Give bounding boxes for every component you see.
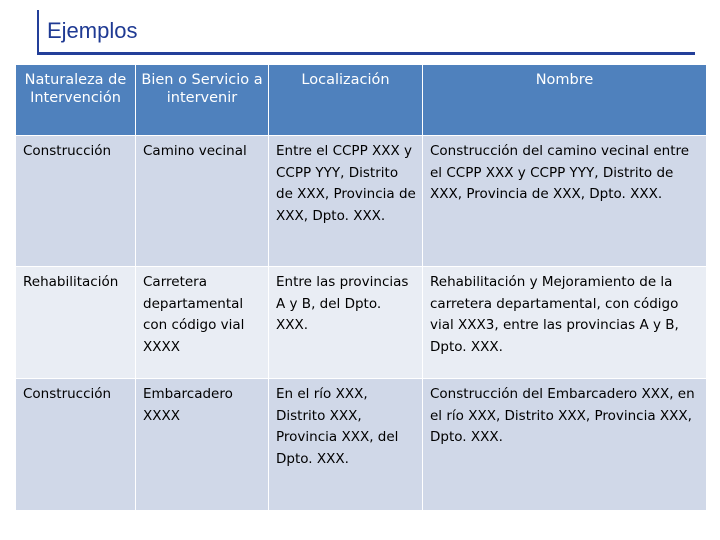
page-title: Ejemplos xyxy=(47,18,138,43)
cell-naturaleza: Construcción xyxy=(16,136,136,267)
cell-nombre: Construcción del camino vecinal entre el CCPP XXX y CCPP YYY, Distrito de XXX, Provincia de XXX, Dpto. XXX. xyxy=(423,136,707,267)
cell-localizacion: Entre el CCPP XXX y CCPP YYY, Distrito de XXX, Provincia de XXX, Dpto. XXX. xyxy=(269,136,423,267)
cell-bien-servicio: Embarcadero XXXX xyxy=(136,379,269,511)
table-row xyxy=(16,136,707,267)
cell-naturaleza: Rehabilitación xyxy=(16,267,136,379)
header-naturaleza: Naturaleza de Intervención xyxy=(16,65,136,136)
table-row xyxy=(16,379,707,511)
examples-table xyxy=(15,64,707,511)
table-header-row xyxy=(16,65,707,136)
header-bien-servicio: Bien o Servicio a intervenir xyxy=(136,65,269,136)
cell-naturaleza: Construcción xyxy=(16,379,136,511)
cell-localizacion: Entre las provincias A y B, del Dpto. XXX. xyxy=(269,267,423,379)
header-nombre: Nombre xyxy=(423,65,707,136)
table-row xyxy=(16,267,707,379)
cell-bien-servicio: Camino vecinal xyxy=(136,136,269,267)
header-localizacion: Localización xyxy=(269,65,423,136)
title-accent-line xyxy=(37,10,39,53)
cell-nombre: Rehabilitación y Mejoramiento de la carretera departamental, con código vial XXX3, entre las provincias A y B, Dpto. XXX. xyxy=(423,267,707,379)
cell-bien-servicio: Carretera departamental con código vial XXXX xyxy=(136,267,269,379)
cell-localizacion: En el río XXX, Distrito XXX, Provincia XXX, del Dpto. XXX. xyxy=(269,379,423,511)
title-underline xyxy=(37,52,695,55)
cell-nombre: Construcción del Embarcadero XXX, en el río XXX, Distrito XXX, Provincia XXX, Dpto. XXX. xyxy=(423,379,707,511)
